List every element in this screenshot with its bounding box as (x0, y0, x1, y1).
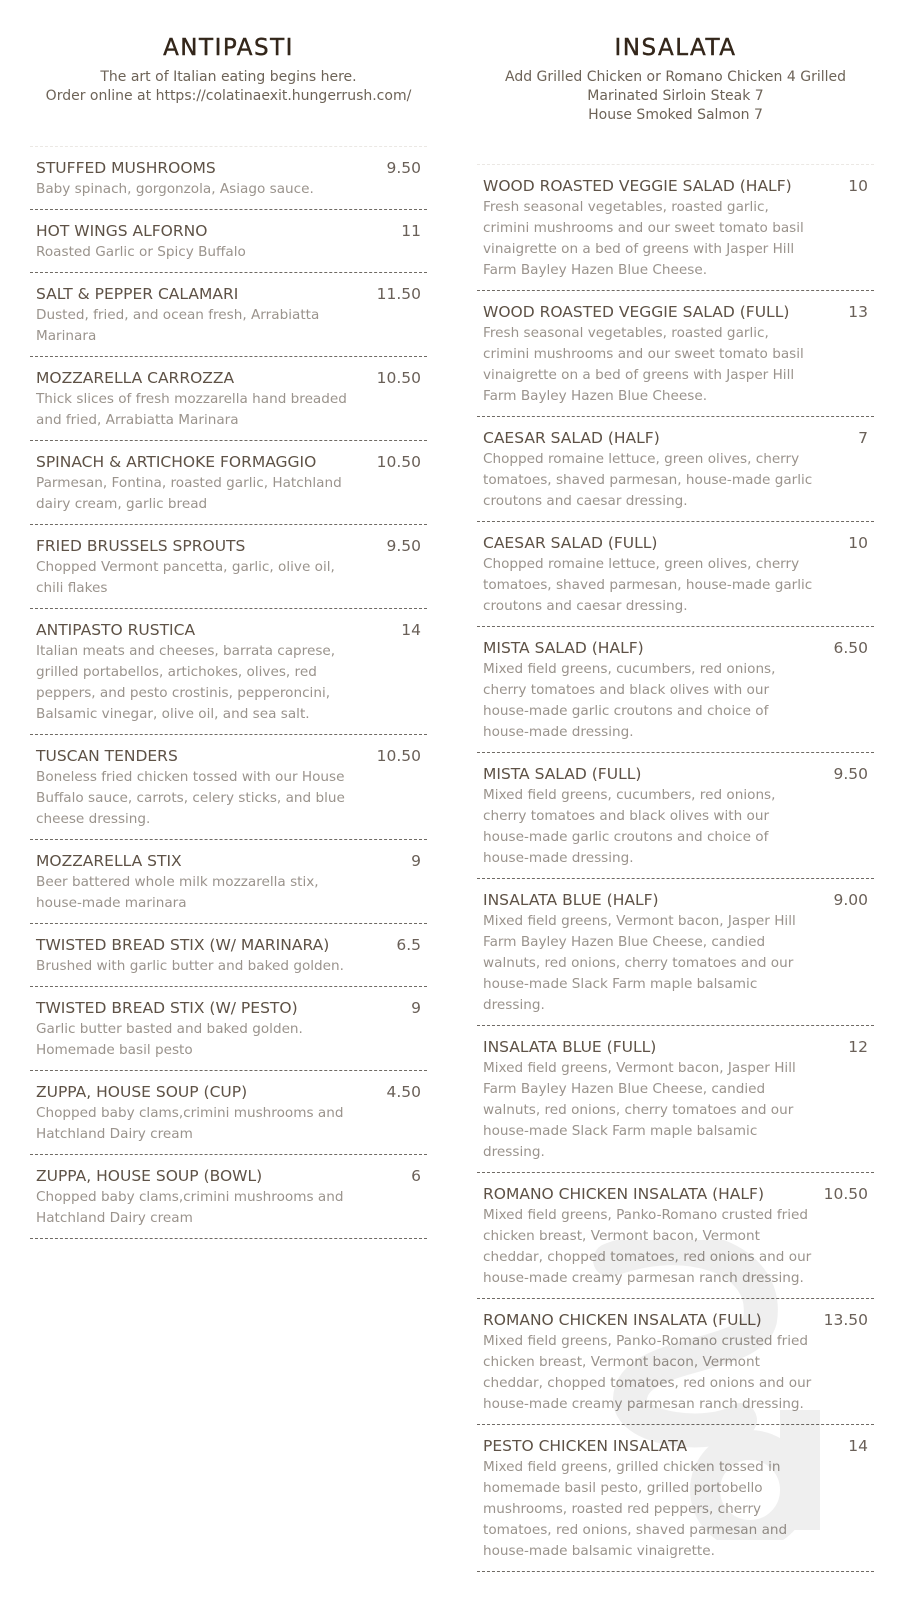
item-price: 10.50 (376, 747, 421, 765)
subtitle-line: The art of Italian eating begins here. (100, 69, 357, 85)
item-price: 12 (848, 1038, 868, 1056)
menu-item (477, 1173, 874, 1299)
item-name: HOT WINGS ALFORNO (36, 222, 208, 240)
item-name: ROMANO CHICKEN INSALATA (HALF) (483, 1185, 765, 1203)
item-price: 9.50 (386, 159, 421, 177)
item-description: Mixed field greens, Vermont bacon, Jasper Hill Farm Bayley Hazen Blue Cheese, candied walnuts, red onions, cherry tomatoes and our house-made Slack Farm maple balsamic dressing. (483, 1060, 796, 1160)
item-description: Mixed field greens, cucumbers, red onions, cherry tomatoes and black olives with our house-made garlic croutons and choice of house-made dressing. (483, 787, 776, 866)
item-price: 9.50 (386, 537, 421, 555)
item-description: Chopped romaine lettuce, green olives, cherry tomatoes, shaved parmesan, house-made garlic croutons and caesar dressing. (483, 451, 813, 509)
item-description: Mixed field greens, Vermont bacon, Jasper Hill Farm Bayley Hazen Blue Cheese, candied walnuts, red onions, cherry tomatoes and our house-made Slack Farm maple balsamic dressing. (483, 913, 796, 1013)
item-description: Parmesan, Fontina, roasted garlic, Hatchland dairy cream, garlic bread (36, 475, 342, 512)
item-description: Italian meats and cheeses, barrata caprese, grilled portabellos, artichokes, olives, red peppers, and pesto crostinis, pepperoncini, Balsamic vinegar, olive oil, and sea salt. (36, 643, 336, 722)
item-price: 14 (401, 621, 421, 639)
item-name: TWISTED BREAD STIX (W/ MARINARA) (36, 936, 330, 954)
item-name: WOOD ROASTED VEGGIE SALAD (FULL) (483, 303, 790, 321)
menu-item (30, 924, 427, 987)
menu-item (30, 273, 427, 357)
item-price: 6.50 (833, 639, 868, 657)
item-name: INSALATA BLUE (FULL) (483, 1038, 657, 1056)
item-price: 9.00 (833, 891, 868, 909)
menu-item (30, 840, 427, 924)
item-name: FRIED BRUSSELS SPROUTS (36, 537, 246, 555)
item-name: CAESAR SALAD (FULL) (483, 534, 658, 552)
item-price: 10.50 (376, 369, 421, 387)
item-description: Garlic butter basted and baked golden. Homemade basil pesto (36, 1021, 303, 1058)
menu-item (30, 1071, 427, 1155)
item-description: Baby spinach, gorgonzola, Asiago sauce. (36, 181, 314, 197)
menu-item (30, 735, 427, 840)
item-name: ROMANO CHICKEN INSALATA (FULL) (483, 1311, 762, 1329)
item-price: 10.50 (376, 453, 421, 471)
item-name: SPINACH & ARTICHOKE FORMAGGIO (36, 453, 317, 471)
item-description: Mixed field greens, grilled chicken tossed in homemade basil pesto, grilled portobello mushrooms, roasted red peppers, cherry tomatoes, red onions, shaved parmesan and house-made balsamic vinaigrette. (483, 1459, 788, 1559)
item-description: Thick slices of fresh mozzarella hand breaded and fried, Arrabiatta Marinara (36, 391, 347, 428)
menu-item (30, 147, 427, 210)
antipasti-item-list (30, 146, 427, 1239)
item-name: MOZZARELLA CARROZZA (36, 369, 235, 387)
item-price: 11.50 (376, 285, 421, 303)
section-title-insalata: INSALATA (614, 35, 737, 61)
item-price: 6 (411, 1167, 421, 1185)
item-name: SALT & PEPPER CALAMARI (36, 285, 239, 303)
item-description: Fresh seasonal vegetables, roasted garlic, crimini mushrooms and our sweet tomato basil vinaigrette on a bed of greens with Jasper Hill Farm Bayley Hazen Blue Cheese. (483, 199, 804, 278)
menu-item (477, 417, 874, 522)
item-name: ZUPPA, HOUSE SOUP (CUP) (36, 1083, 248, 1101)
subtitle-line: House Smoked Salmon 7 (588, 107, 763, 123)
item-price: 13.50 (823, 1311, 868, 1329)
item-description: Fresh seasonal vegetables, roasted garlic, crimini mushrooms and our sweet tomato basil vinaigrette on a bed of greens with Jasper Hill Farm Bayley Hazen Blue Cheese. (483, 325, 804, 404)
item-name: MISTA SALAD (HALF) (483, 639, 644, 657)
menu-item (30, 987, 427, 1071)
item-description: Chopped baby clams,crimini mushrooms and Hatchland Dairy cream (36, 1189, 344, 1226)
item-price: 14 (848, 1437, 868, 1455)
item-description: Mixed field greens, Panko-Romano crusted fried chicken breast, Vermont bacon, Vermont cheddar, chopped tomatoes, red onions and our house-made creamy parmesan ranch dressing. (483, 1207, 812, 1286)
item-description: Beer battered whole milk mozzarella stix, house-made marinara (36, 874, 319, 911)
item-name: MOZZARELLA STIX (36, 852, 182, 870)
item-price: 11 (401, 222, 421, 240)
menu-item (30, 1155, 427, 1239)
item-price: 13 (848, 303, 868, 321)
subtitle-line: Marinated Sirloin Steak 7 (587, 88, 764, 104)
item-price: 10 (848, 534, 868, 552)
menu-item (477, 1425, 874, 1572)
menu-item (30, 441, 427, 525)
item-price: 6.5 (396, 936, 421, 954)
menu-item (477, 1299, 874, 1425)
item-description: Mixed field greens, cucumbers, red onions, cherry tomatoes and black olives with our house-made garlic croutons and choice of house-made dressing. (483, 661, 776, 740)
item-description: Chopped romaine lettuce, green olives, cherry tomatoes, shaved parmesan, house-made garlic croutons and caesar dressing. (483, 556, 813, 614)
item-name: ZUPPA, HOUSE SOUP (BOWL) (36, 1167, 263, 1185)
subtitle-line: Order online at https://colatinaexit.hungerrush.com/ (45, 88, 412, 104)
item-price: 4.50 (386, 1083, 421, 1101)
item-description: Dusted, fried, and ocean fresh, Arrabiatta Marinara (36, 307, 320, 344)
menu-item (30, 210, 427, 273)
menu-item (477, 627, 874, 753)
item-description: Boneless fried chicken tossed with our House Buffalo sauce, carrots, celery sticks, and blue cheese dressing. (36, 769, 345, 827)
item-name: STUFFED MUSHROOMS (36, 159, 216, 177)
item-description: Chopped baby clams,crimini mushrooms and Hatchland Dairy cream (36, 1105, 344, 1142)
item-description: Chopped Vermont pancetta, garlic, olive oil, chili flakes (36, 559, 335, 596)
menu-item (477, 291, 874, 417)
section-title-antipasti: ANTIPASTI (163, 35, 294, 61)
item-name: CAESAR SALAD (HALF) (483, 429, 660, 447)
item-price: 7 (858, 429, 868, 447)
insalata-item-list (477, 164, 874, 1572)
item-name: ANTIPASTO RUSTICA (36, 621, 196, 639)
menu-item (30, 357, 427, 441)
section-subtitle-insalata (457, 68, 894, 125)
section-subtitle-antipasti (10, 68, 447, 106)
item-price: 10 (848, 177, 868, 195)
item-name: PESTO CHICKEN INSALATA (483, 1437, 688, 1455)
menu-item (30, 609, 427, 735)
menu-item (30, 525, 427, 609)
item-name: TUSCAN TENDERS (36, 747, 178, 765)
menu-item (477, 753, 874, 879)
item-price: 9 (411, 852, 421, 870)
menu-item (477, 165, 874, 291)
item-name: MISTA SALAD (FULL) (483, 765, 642, 783)
item-description: Mixed field greens, Panko-Romano crusted fried chicken breast, Vermont bacon, Vermont cheddar, chopped tomatoes, red onions and our house-made creamy parmesan ranch dressing. (483, 1333, 812, 1412)
item-description: Roasted Garlic or Spicy Buffalo (36, 244, 246, 260)
item-name: WOOD ROASTED VEGGIE SALAD (HALF) (483, 177, 792, 195)
item-price: 9.50 (833, 765, 868, 783)
item-price: 9 (411, 999, 421, 1017)
menu-item (477, 879, 874, 1026)
item-price: 10.50 (823, 1185, 868, 1203)
menu-item (477, 1026, 874, 1173)
item-name: TWISTED BREAD STIX (W/ PESTO) (36, 999, 298, 1017)
subtitle-line: Add Grilled Chicken or Romano Chicken 4 Grilled (504, 69, 846, 85)
item-name: INSALATA BLUE (HALF) (483, 891, 659, 909)
item-description: Brushed with garlic butter and baked golden. (36, 958, 344, 974)
menu-item (477, 522, 874, 627)
